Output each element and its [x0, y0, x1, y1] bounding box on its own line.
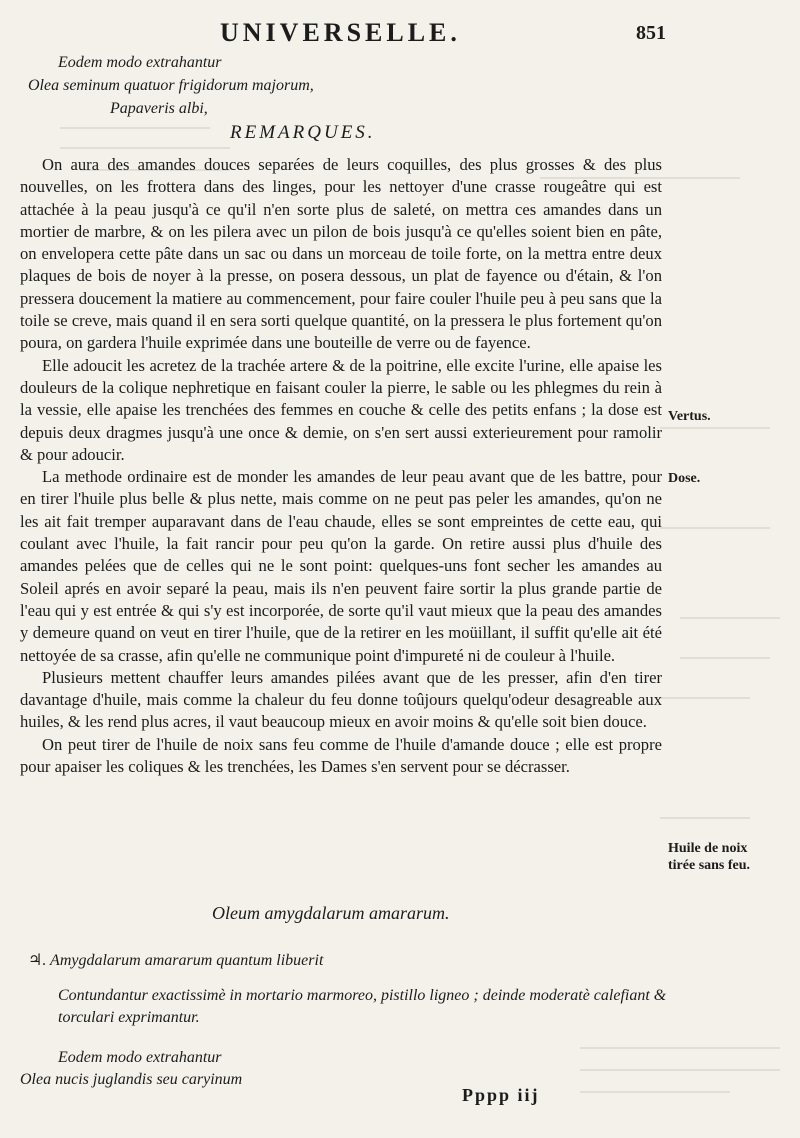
margin-note-vertus: Vertus.	[668, 409, 711, 424]
remarks-body	[20, 154, 662, 778]
paragraph: Elle adoucit les acretez de la trachée artere & de la poitrine, elle excite l'urine, elle apaise les douleurs de la colique nephretique en faisant couler la pierre, le sable ou les phlegmes du rein à la vessie, elle apaise les trenchées des femmes en couche & celle des petits enfans ; la dose est depuis deux dragmes jusqu'à une once & demie, on s'en sert aussi exterieurement pour ramolir & pour adoucir.	[20, 355, 662, 464]
paragraph: On peut tirer de l'huile de noix sans feu comme de l'huile d'amande douce ; elle est propre pour apaiser les coliques & les trenchées, les Dames s'en servent pour se décrasser.	[20, 734, 662, 777]
margin-note-dose: Dose.	[668, 471, 701, 486]
paragraph: Plusieurs mettent chauffer leurs amandes pilées avant que de les presser, afin d'en tirer davantage d'huile, mais comme la chaleur du feu donne toûjours quelqu'odeur desagreable aux huiles, & les rend plus acres, il vaut beaucoup mieux en avoir moins & qu'elle soit bien douce.	[20, 667, 662, 732]
paragraph: La methode ordinaire est de monder les amandes de leur peau avant que de les battre, pour en tirer l'huile plus belle & plus nette, mais comme on ne peut pas peler les amandes, qu'on ne les ait fait tremper auparavant dans de l'eau chaude, elles se sont empreintes de cette eau, qui coulant avec l'huile, la fait rancir pour peu qu'on la garde. On retire aussi plus d'huile des amandes pelées que de celles qui ne le sont point: quelques-uns font secher les amandes au Soleil aprés en avoir separé la peau, mais ils n'en peuvent faire sortir la plus grande partie de l'eau qui y est entrée & qui s'y est incorporée, de sorte qu'il vaut mieux que la peau des amandes y demeure quand on veut en tirer l'huile, que de la retirer en les moüillant, il suffit qu'elle ait été nettoyée de sa crasse, afin qu'elle ne communique point d'impureté ni de couleur à l'huile.	[20, 467, 662, 665]
recipe-ingredient: ♃. Amygdalarum amararum quantum libuerit	[28, 952, 324, 969]
signature-mark: Pppp iij	[462, 1085, 540, 1105]
remarks-heading: REMARQUES.	[230, 122, 376, 143]
running-title: UNIVERSELLE.	[220, 18, 461, 47]
formula-line: Papaveris albi,	[110, 100, 208, 117]
page-number: 851	[636, 22, 666, 44]
margin-note-huile-noix	[668, 840, 750, 874]
formula-line: Olea seminum quatuor frigidorum majorum,	[28, 77, 314, 94]
margin-note-line: Huile de noix	[668, 841, 748, 856]
formula-line: Eodem modo extrahantur	[58, 54, 222, 71]
recipe-instruction: Contundantur exactissimè in mortario marmoreo, pistillo ligneo ; deinde moderatè calefiant & torculari exprimantur.	[58, 987, 667, 1026]
formula-line: Olea nucis juglandis seu caryinum	[20, 1071, 243, 1088]
paragraph: On aura des amandes douces separées de leurs coquilles, des plus grosses & des plus nouvelles, on les frottera dans des linges, pour les nettoyer d'une crasse rougeâtre qui est attachée à la peau jusqu'à ce qu'il n'en sorte plus de saleté, on mettra ces amandes dans un mortier de marbre, & on les pilera avec un pilon de bois jusqu'à ce qu'elles soient bien en pâte, on envelopera cette pâte dans un sac ou dans un morceau de toile forte, on la mettra entre deux plaques de bois de noyer à la presse, on posera dessous, un plat de fayence ou d'étain, & l'on pressera doucement la matiere au commencement, pour faire couler l'huile peu à peu sans que la toile se creve, mais quand il en sera sorti quelque quantité, on la pressera le plus fortement qu'on poura, on gardera l'huile exprimée dans une bouteille de verre ou de fayence.	[20, 155, 662, 353]
section-subheading: Oleum amygdalarum amararum.	[212, 903, 450, 923]
margin-note-line: tirée sans feu.	[668, 858, 751, 873]
formula-line: Eodem modo extrahantur	[58, 1049, 222, 1066]
